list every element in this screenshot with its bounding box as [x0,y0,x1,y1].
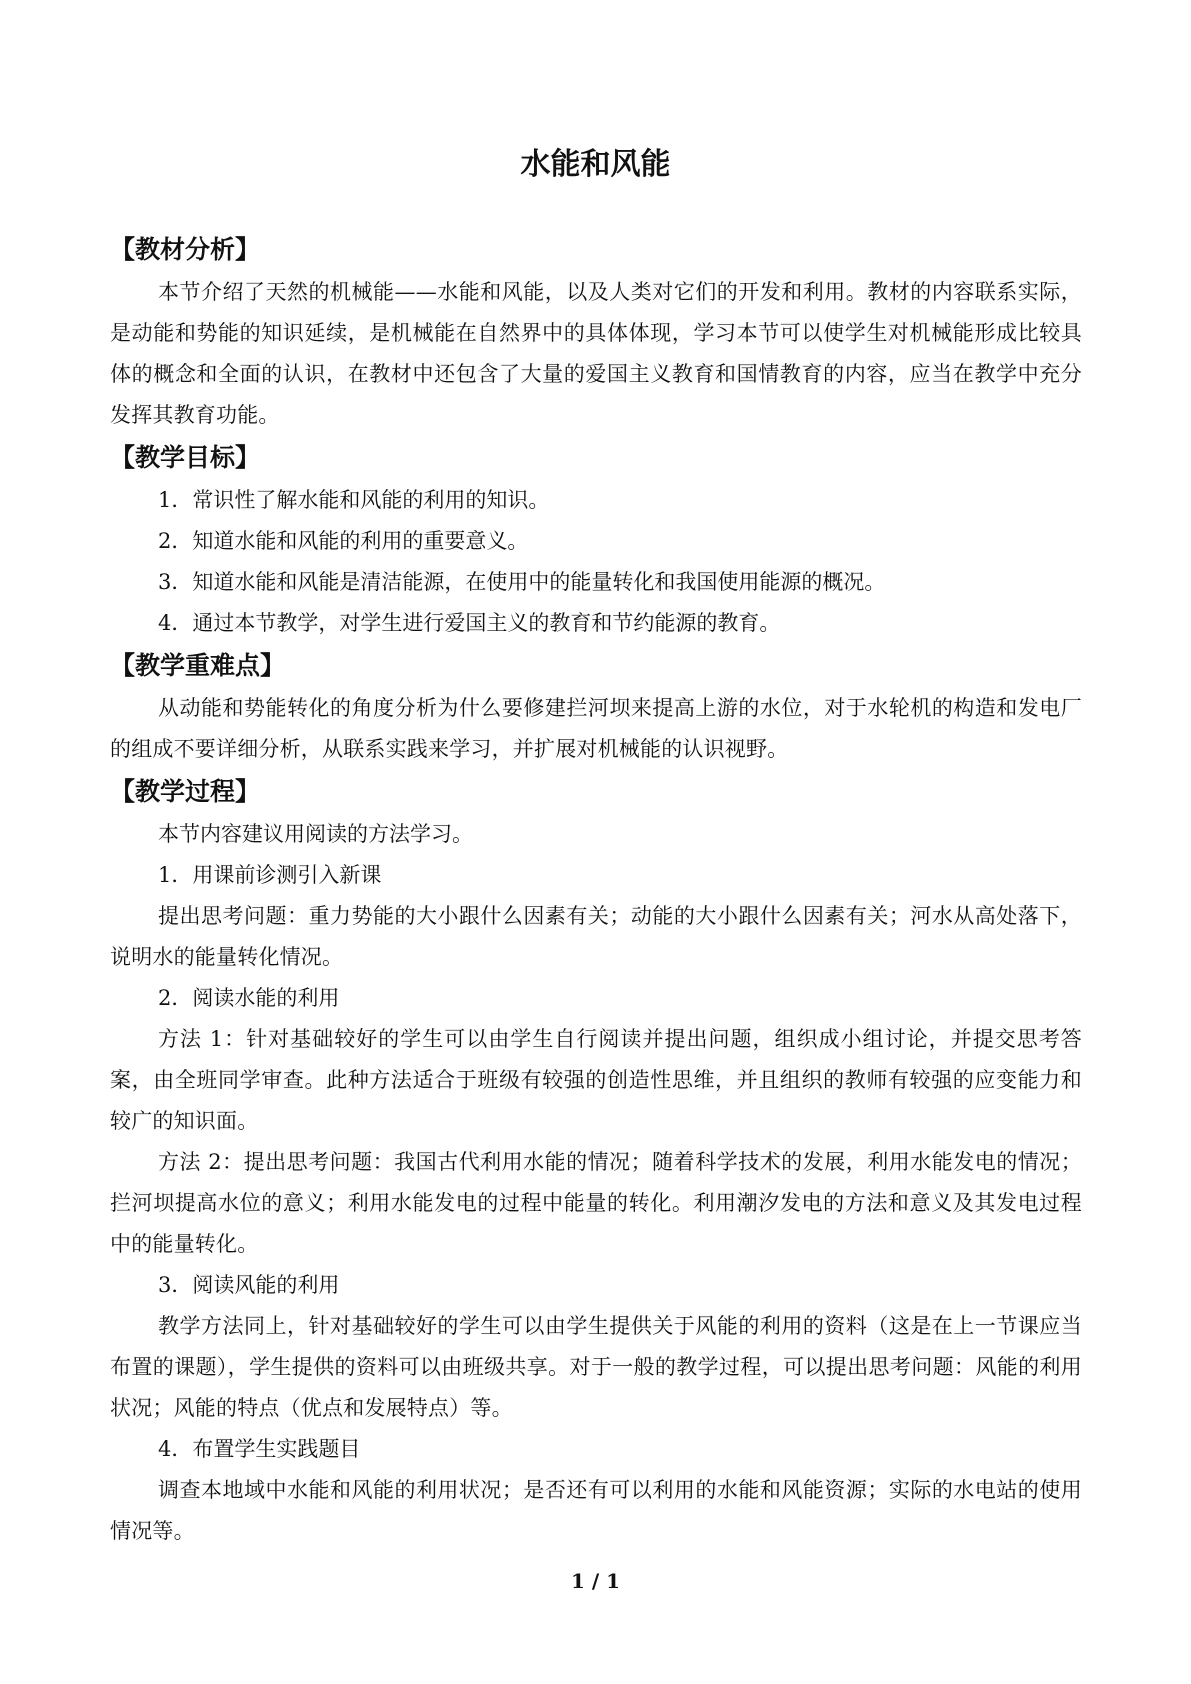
section-heading-analysis: 【教材分析】 [110,235,261,264]
section-process [110,770,1082,1552]
section-heading-process: 【教学过程】 [110,777,261,806]
goal-item: 3．知道水能和风能是清洁能源，在使用中的能量转化和我国使用能源的概况。 [158,570,886,594]
goal-item: 2．知道水能和风能的利用的重要意义。 [158,529,529,553]
step-title: 2．阅读水能的利用 [158,986,340,1010]
step-title: 4．布置学生实践题目 [158,1437,361,1461]
goal-item: 4．通过本节教学，对学生进行爱国主义的教育和节约能源的教育。 [158,611,781,635]
step-title: 1．用课前诊测引入新课 [158,863,382,887]
section-goals [110,436,1082,644]
step-title: 3．阅读风能的利用 [158,1273,340,1297]
document-body [110,228,1082,1552]
process-intro: 本节内容建议用阅读的方法学习。 [158,822,473,846]
section-heading-key-points: 【教学重难点】 [110,651,286,680]
step-method: 方法 2：提出思考问题：我国古代利用水能的情况；随着科学技术的发展，利用水能发电的情况；拦河坝提高水位的意义；利用水能发电的过程中能量的转化。利用潮汐发电的方法和意义及其发电过程中的能量转化。 [110,1150,1082,1256]
page-title: 水能和风能 [520,147,671,182]
step-text: 调查本地域中水能和风能的利用状况；是否还有可以利用的水能和风能资源；实际的水电站的使用情况等。 [110,1478,1082,1543]
section-key-points [110,644,1082,770]
step-text: 教学方法同上，针对基础较好的学生可以由学生提供关于风能的利用的资料（这是在上一节课应当布置的课题），学生提供的资料可以由班级共享。对于一般的教学过程，可以提出思考问题：风能的利用状况；风能的特点（优点和发展特点）等。 [110,1314,1082,1420]
key-points-paragraph: 从动能和势能转化的角度分析为什么要修建拦河坝来提高上游的水位，对于水轮机的构造和发电厂的组成不要详细分析，从联系实践来学习，并扩展对机械能的认识视野。 [110,696,1082,761]
goal-item: 1．常识性了解水能和风能的利用的知识。 [158,488,550,512]
analysis-paragraph: 本节介绍了天然的机械能——水能和风能，以及人类对它们的开发和利用。教材的内容联系实际，是动能和势能的知识延续，是机械能在自然界中的具体体现，学习本节可以使学生对机械能形成比较具体的概念和全面的认识，在教材中还包含了大量的爱国主义教育和国情教育的内容，应当在教学中充分发挥其教育功能。 [110,280,1082,427]
page-number: 1 / 1 [570,1569,621,1593]
step-method: 方法 1：针对基础较好的学生可以由学生自行阅读并提出问题，组织成小组讨论，并提交思考答案，由全班同学审查。此种方法适合于班级有较强的创造性思维，并且组织的教师有较强的应变能力和较广的知识面。 [110,1027,1082,1133]
section-analysis [110,228,1082,436]
section-heading-goals: 【教学目标】 [110,443,261,472]
step-text: 提出思考问题：重力势能的大小跟什么因素有关；动能的大小跟什么因素有关；河水从高处落下，说明水的能量转化情况。 [110,904,1082,969]
